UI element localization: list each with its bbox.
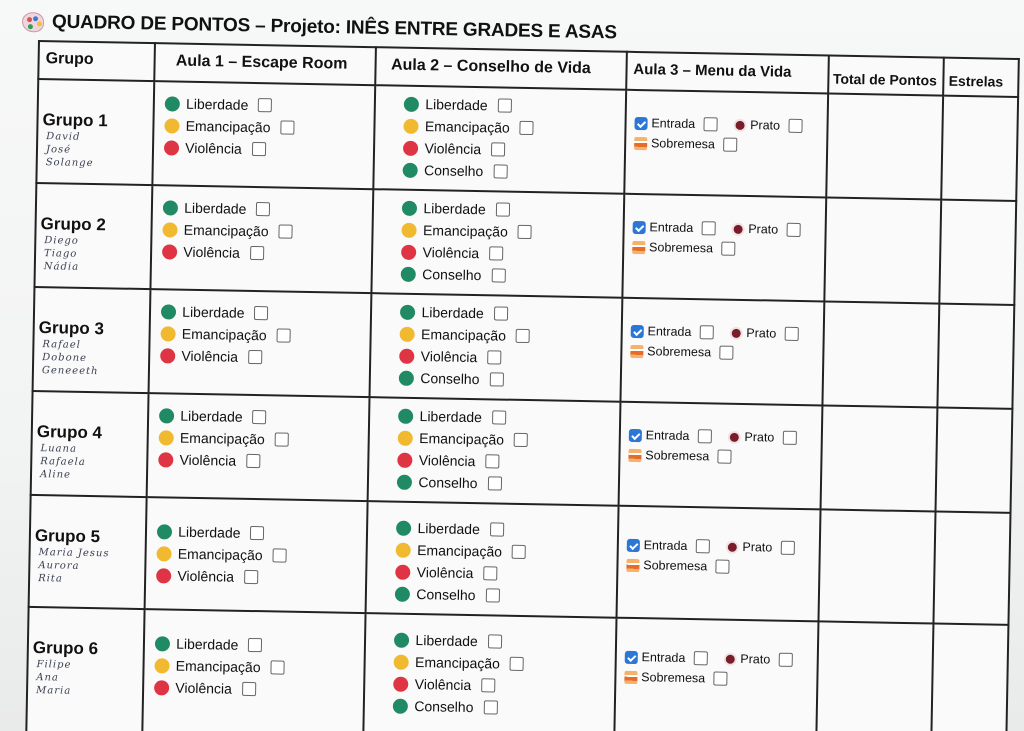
entrada-label: Entrada: [651, 116, 696, 132]
yellow-dot-icon: [398, 430, 413, 445]
red-dot-icon: [164, 140, 179, 155]
group-name: Grupo 3: [38, 318, 105, 339]
handwritten-member-name: David: [46, 131, 81, 143]
aula2-checkbox[interactable]: [489, 372, 503, 386]
handwritten-member-name: Nádia: [43, 261, 80, 273]
green-dot-icon: [157, 524, 172, 539]
table-row: [29, 495, 1011, 625]
total-points-cell[interactable]: [818, 509, 936, 623]
aula2-checkbox[interactable]: [497, 98, 511, 112]
aula2-item-label: Violência: [422, 244, 480, 262]
aula3-cell: [618, 402, 822, 510]
aula2-item: [393, 695, 604, 721]
aula2-item: [397, 471, 608, 497]
entrada-checkbox[interactable]: [703, 117, 717, 131]
aula2-checkbox[interactable]: [492, 410, 506, 424]
green-dot-icon: [393, 698, 408, 713]
aula2-item-label: Conselho: [418, 474, 478, 492]
aula1-checkbox[interactable]: [248, 350, 262, 364]
entrada-option: [630, 324, 713, 340]
table-row: [26, 607, 1008, 731]
prato-option: [723, 652, 792, 667]
aula2-item: [401, 263, 612, 289]
entrada-checkbox[interactable]: [693, 651, 707, 665]
header-estrelas: Estrelas: [943, 58, 1018, 97]
aula1-item-label: Liberdade: [178, 523, 241, 541]
sobremesa-checkbox[interactable]: [719, 346, 733, 360]
aula2-item-label: Violência: [418, 452, 476, 470]
stars-cell[interactable]: [934, 512, 1011, 625]
page-title: QUADRO DE PONTOS – Projeto: INÊS ENTRE GRADES E ASAS: [51, 11, 618, 44]
red-dot-icon: [154, 680, 169, 695]
entrada-option: [632, 220, 715, 236]
green-dot-icon: [394, 632, 409, 647]
green-dot-icon: [401, 266, 416, 281]
aula1-checkbox[interactable]: [278, 224, 292, 238]
entrada-icon: [625, 650, 638, 663]
green-dot-icon: [161, 304, 176, 319]
aula1-cell: [151, 185, 374, 293]
red-dot-icon: [156, 568, 171, 583]
green-dot-icon: [395, 586, 410, 601]
aula1-item-label: Liberdade: [180, 407, 243, 425]
entrada-checkbox[interactable]: [701, 221, 715, 235]
aula2-item: [399, 367, 610, 393]
sobremesa-icon: [632, 240, 645, 253]
entrada-icon: [632, 220, 645, 233]
aula1-item-label: Emancipação: [181, 325, 267, 344]
aula2-item-label: Emancipação: [420, 326, 507, 344]
aula2-item-label: Liberdade: [417, 520, 480, 538]
aula1-checkbox[interactable]: [250, 526, 264, 540]
table-row: [36, 79, 1018, 201]
total-points-cell[interactable]: [816, 621, 934, 731]
red-dot-icon: [162, 244, 177, 259]
stars-cell[interactable]: [941, 96, 1018, 201]
aula2-checkbox[interactable]: [487, 350, 501, 364]
stars-cell[interactable]: [931, 624, 1008, 731]
aula1-item-label: Liberdade: [185, 95, 249, 113]
prato-checkbox[interactable]: [788, 119, 802, 133]
red-dot-icon: [401, 244, 416, 259]
entrada-option: [627, 538, 710, 554]
entrada-label: Entrada: [647, 324, 692, 340]
aula2-item-label: Emancipação: [424, 118, 510, 136]
group-cell: [31, 391, 149, 497]
group-name: Grupo 5: [34, 526, 101, 547]
entrada-label: Entrada: [641, 650, 686, 665]
aula1-cell: [147, 393, 370, 501]
total-points-cell[interactable]: [824, 197, 942, 303]
handwritten-member-name: Solange: [45, 157, 94, 170]
aula1-checkbox[interactable]: [248, 638, 262, 652]
aula3-cell: [624, 90, 828, 198]
aula3-cell: [620, 298, 824, 406]
sobremesa-icon: [634, 136, 647, 149]
groups-body: [26, 79, 1018, 731]
green-dot-icon: [403, 162, 418, 177]
handwritten-member-name: José: [45, 144, 72, 156]
green-dot-icon: [396, 520, 411, 535]
entrada-option: [629, 428, 712, 444]
aula1-item-label: Violência: [183, 243, 241, 261]
prato-checkbox[interactable]: [778, 653, 792, 667]
aula2-cell: [368, 397, 620, 506]
prato-checkbox[interactable]: [782, 431, 796, 445]
aula2-checkbox[interactable]: [485, 588, 499, 602]
handwritten-member-name: Maria: [35, 685, 72, 697]
aula1-item: [156, 564, 356, 590]
stars-cell[interactable]: [938, 304, 1015, 409]
sobremesa-icon: [624, 670, 637, 683]
green-dot-icon: [165, 96, 180, 111]
aula1-item-label: Violência: [175, 679, 233, 697]
red-dot-icon: [396, 564, 411, 579]
entrada-checkbox[interactable]: [699, 325, 713, 339]
aula2-checkbox[interactable]: [489, 246, 503, 260]
sobremesa-option: [628, 448, 731, 464]
group-cell: [29, 495, 147, 609]
prato-icon: [731, 222, 744, 235]
sobremesa-label: Sobremesa: [645, 448, 710, 464]
aula1-checkbox[interactable]: [252, 142, 266, 156]
aula1-item-label: Emancipação: [185, 117, 271, 136]
handwritten-member-name: Rafael: [42, 339, 82, 351]
aula2-item-label: Conselho: [423, 162, 484, 180]
handwritten-member-name: Aurora: [38, 560, 80, 572]
aula2-checkbox[interactable]: [516, 329, 530, 343]
sobremesa-checkbox[interactable]: [713, 671, 727, 685]
aula1-item: [164, 136, 364, 162]
aula2-item-label: Conselho: [416, 586, 476, 604]
group-cell: [33, 287, 151, 393]
total-points-cell[interactable]: [822, 301, 940, 407]
entrada-icon: [630, 324, 643, 337]
yellow-dot-icon: [159, 430, 174, 445]
aula2-checkbox[interactable]: [491, 142, 505, 156]
aula2-checkbox[interactable]: [512, 545, 526, 559]
aula1-item-label: Emancipação: [179, 429, 265, 448]
entrada-label: Entrada: [645, 428, 690, 444]
prato-label: Prato: [744, 430, 775, 445]
aula2-cell: [372, 189, 624, 298]
yellow-dot-icon: [157, 546, 172, 561]
group-name: Grupo 1: [42, 110, 108, 131]
aula2-item-label: Liberdade: [419, 408, 483, 426]
aula2-item: [395, 583, 606, 609]
entrada-icon: [627, 538, 640, 551]
aula2-cell: [374, 85, 626, 194]
sobremesa-option: [634, 136, 737, 152]
aula1-item-label: Emancipação: [175, 657, 261, 676]
sobremesa-label: Sobremesa: [649, 240, 714, 256]
yellow-dot-icon: [404, 118, 419, 133]
prato-label: Prato: [742, 539, 773, 555]
aula2-item-label: Violência: [414, 676, 472, 694]
yellow-dot-icon: [394, 654, 409, 669]
prato-option: [725, 540, 794, 555]
green-dot-icon: [159, 408, 174, 423]
aula2-item-label: Liberdade: [425, 96, 488, 114]
aula2-checkbox[interactable]: [487, 476, 501, 490]
sobremesa-icon: [630, 344, 643, 357]
aula1-checkbox[interactable]: [252, 410, 266, 424]
prato-option: [733, 118, 802, 133]
green-dot-icon: [399, 370, 414, 385]
aula2-item-label: Conselho: [414, 698, 474, 716]
aula2-item-label: Liberdade: [423, 200, 486, 218]
aula1-cell: [145, 497, 368, 613]
prato-icon: [727, 430, 740, 443]
aula2-item-label: Emancipação: [414, 654, 501, 672]
aula1-checkbox[interactable]: [246, 454, 260, 468]
header-aula3: Aula 3 – Menu da Vida: [626, 52, 828, 94]
total-points-cell[interactable]: [820, 405, 938, 511]
sobremesa-checkbox[interactable]: [723, 138, 737, 152]
aula2-checkbox[interactable]: [510, 657, 524, 671]
table-row: [33, 287, 1015, 409]
aula2-item: [403, 159, 614, 185]
green-dot-icon: [163, 200, 178, 215]
sobremesa-checkbox[interactable]: [721, 242, 735, 256]
yellow-dot-icon: [400, 326, 415, 341]
group-cell: [34, 183, 152, 289]
red-dot-icon: [160, 348, 175, 363]
sobremesa-label: Sobremesa: [643, 558, 708, 574]
aula2-checkbox[interactable]: [483, 700, 497, 714]
prato-label: Prato: [750, 118, 781, 133]
aula1-checkbox[interactable]: [242, 682, 256, 696]
aula1-item: [154, 676, 354, 702]
aula1-cell: [142, 609, 366, 731]
aula1-checkbox[interactable]: [250, 246, 264, 260]
prato-checkbox[interactable]: [780, 541, 794, 555]
aula3-cell: [622, 194, 826, 302]
sobremesa-icon: [626, 558, 639, 571]
prato-option: [727, 430, 796, 445]
prato-icon: [733, 118, 746, 131]
entrada-label: Entrada: [643, 538, 688, 553]
group-name: Grupo 4: [36, 422, 103, 443]
aula1-item-label: Emancipação: [177, 545, 263, 564]
group-cell: [26, 607, 145, 731]
aula3-cell: [616, 506, 820, 622]
group-name: Grupo 6: [32, 638, 99, 659]
aula1-item-label: Liberdade: [176, 635, 239, 653]
sobremesa-icon: [628, 448, 641, 461]
entrada-option: [634, 116, 717, 132]
prato-label: Prato: [746, 326, 777, 341]
table-row: [31, 391, 1013, 513]
sobremesa-label: Sobremesa: [647, 344, 712, 360]
group-cell: [36, 79, 154, 185]
aula2-item-label: Violência: [424, 140, 482, 158]
aula3-cell: [614, 618, 818, 731]
aula2-cell: [370, 293, 622, 402]
menu-row: [628, 445, 812, 468]
aula2-checkbox[interactable]: [518, 225, 532, 239]
total-points-cell[interactable]: [826, 93, 944, 199]
red-dot-icon: [400, 348, 415, 363]
green-dot-icon: [155, 636, 170, 651]
handwritten-member-name: Ana: [36, 672, 60, 684]
aula1-item-label: Liberdade: [184, 199, 247, 217]
aula1-cell: [153, 81, 376, 189]
stars-cell[interactable]: [936, 408, 1013, 513]
sobremesa-label: Sobremesa: [650, 136, 716, 152]
entrada-checkbox[interactable]: [697, 429, 711, 443]
prato-icon: [725, 540, 738, 553]
aula2-checkbox[interactable]: [481, 678, 495, 692]
yellow-dot-icon: [396, 542, 411, 557]
yellow-dot-icon: [165, 118, 180, 133]
green-dot-icon: [402, 200, 417, 215]
aula1-item: [160, 344, 360, 370]
aula1-checkbox[interactable]: [270, 660, 284, 674]
prato-label: Prato: [748, 222, 779, 237]
handwritten-member-name: Aline: [39, 469, 72, 481]
aula1-checkbox[interactable]: [280, 120, 294, 134]
handwritten-member-name: Rita: [38, 573, 63, 585]
aula1-item-label: Violência: [179, 451, 237, 469]
aula2-checkbox[interactable]: [494, 306, 508, 320]
header-grupo: Grupo: [38, 41, 155, 81]
aula2-checkbox[interactable]: [520, 121, 534, 135]
sobremesa-label: Sobremesa: [641, 670, 706, 686]
prato-label: Prato: [740, 651, 771, 667]
handwritten-member-name: Tiago: [43, 248, 78, 260]
yellow-dot-icon: [161, 326, 176, 341]
aula1-checkbox[interactable]: [254, 306, 268, 320]
table-row: [34, 183, 1016, 305]
group-name: Grupo 2: [40, 214, 106, 235]
handwritten-member-name: Geneeeth: [41, 365, 99, 378]
handwritten-member-name: Maria Jesus: [38, 547, 110, 560]
entrada-label: Entrada: [649, 220, 694, 236]
menu-row: [634, 133, 818, 156]
menu-row: [632, 237, 816, 260]
red-dot-icon: [394, 676, 409, 691]
prato-checkbox[interactable]: [786, 223, 800, 237]
aula2-item-label: Conselho: [420, 370, 480, 388]
aula1-cell: [149, 289, 372, 397]
green-dot-icon: [400, 304, 415, 319]
aula2-checkbox[interactable]: [493, 164, 507, 178]
menu-row: [630, 341, 814, 364]
sobremesa-option: [626, 558, 729, 574]
aula2-item-label: Violência: [416, 564, 474, 582]
green-dot-icon: [397, 474, 412, 489]
aula1-item-label: Emancipação: [183, 221, 269, 240]
header-aula2: Aula 2 – Conselho de Vida: [376, 47, 627, 90]
red-dot-icon: [398, 452, 413, 467]
aula2-checkbox[interactable]: [483, 566, 497, 580]
aula2-checkbox[interactable]: [491, 268, 505, 282]
aula1-checkbox[interactable]: [272, 548, 286, 562]
stars-cell[interactable]: [940, 200, 1017, 305]
prato-icon: [729, 326, 742, 339]
menu-row: [624, 667, 808, 690]
sobremesa-option: [630, 344, 733, 360]
entrada-icon: [629, 428, 642, 441]
prato-checkbox[interactable]: [784, 327, 798, 341]
aula2-cell: [366, 501, 618, 618]
prato-icon: [723, 652, 736, 665]
handwritten-member-name: Diego: [44, 235, 79, 247]
header-aula1: Aula 1 – Escape Room: [154, 43, 376, 85]
aula2-checkbox[interactable]: [514, 433, 528, 447]
prato-option: [729, 326, 798, 341]
green-dot-icon: [404, 96, 419, 111]
aula2-item-label: Liberdade: [421, 304, 484, 322]
aula1-checkbox[interactable]: [277, 328, 291, 342]
header-total: Total de Pontos: [828, 55, 944, 95]
entrada-icon: [634, 116, 647, 129]
aula1-item-label: Violência: [177, 567, 235, 585]
aula1-item-label: Violência: [181, 347, 239, 365]
aula1-checkbox[interactable]: [256, 202, 270, 216]
handwritten-member-name: Rafaela: [40, 456, 86, 468]
aula1-item: [162, 240, 362, 266]
score-board-table: [25, 40, 1020, 731]
aula2-item-label: Emancipação: [422, 222, 508, 240]
aula1-checkbox[interactable]: [258, 98, 272, 112]
red-dot-icon: [158, 452, 173, 467]
aula1-item-label: Liberdade: [182, 303, 245, 321]
entrada-checkbox[interactable]: [695, 539, 709, 553]
aula2-item-label: Liberdade: [415, 632, 478, 650]
menu-row: [626, 555, 810, 578]
palette-icon: [22, 12, 44, 32]
yellow-dot-icon: [402, 222, 417, 237]
sobremesa-option: [624, 670, 727, 686]
aula2-checkbox[interactable]: [490, 522, 504, 536]
aula2-item-label: Emancipação: [419, 430, 505, 448]
aula1-item: [158, 448, 358, 474]
sobremesa-checkbox[interactable]: [715, 559, 729, 573]
sobremesa-option: [632, 240, 735, 256]
aula2-item-label: Violência: [420, 348, 478, 366]
green-dot-icon: [398, 408, 413, 423]
handwritten-member-name: Filipe: [36, 659, 72, 671]
aula1-checkbox[interactable]: [244, 570, 258, 584]
aula2-item-label: Conselho: [422, 266, 482, 284]
prato-option: [731, 222, 800, 237]
aula1-checkbox[interactable]: [275, 432, 289, 446]
yellow-dot-icon: [163, 222, 178, 237]
entrada-option: [624, 650, 707, 666]
aula1-item-label: Violência: [185, 139, 242, 157]
aula2-checkbox[interactable]: [485, 454, 499, 468]
aula2-item-label: Emancipação: [417, 542, 503, 560]
handwritten-member-name: Dobone: [42, 352, 88, 364]
red-dot-icon: [403, 140, 418, 155]
aula2-checkbox[interactable]: [496, 202, 510, 216]
yellow-dot-icon: [155, 658, 170, 673]
aula2-checkbox[interactable]: [488, 634, 502, 648]
aula2-cell: [364, 613, 617, 731]
sobremesa-checkbox[interactable]: [717, 450, 731, 464]
handwritten-member-name: Luana: [40, 443, 78, 455]
